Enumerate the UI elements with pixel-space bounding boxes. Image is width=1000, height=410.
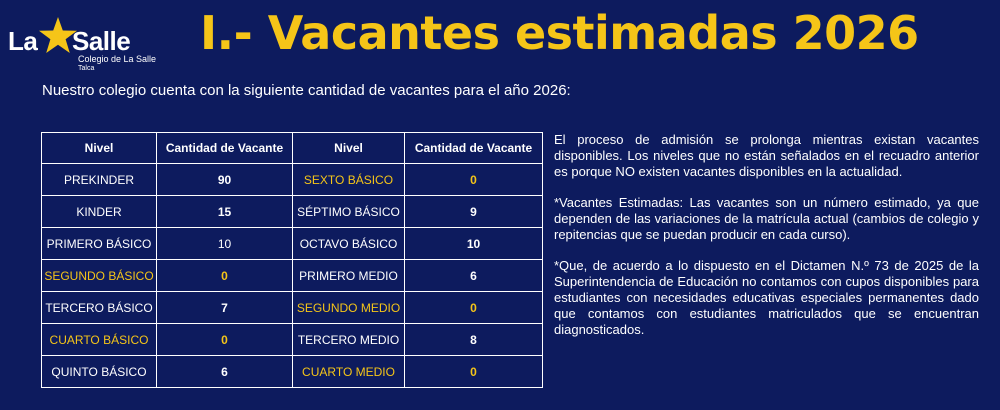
vacantes-cell: 6	[157, 356, 293, 388]
vacantes-cell: 0	[405, 164, 543, 196]
note-estimated-vacancies: *Vacantes Estimadas: Las vacantes son un número estimado, ya que dependen de las variaciones de la matrícula actual (cambios de colegio y repitencias que se puedan producir en cada curso).	[554, 195, 979, 242]
nivel-cell: SEGUNDO MEDIO	[293, 292, 405, 324]
page-title: I.- Vacantes estimadas 2026	[200, 6, 919, 60]
header-nivel: Nivel	[293, 133, 405, 164]
nivel-cell: SÉPTIMO BÁSICO	[293, 196, 405, 228]
nivel-cell: KINDER	[42, 196, 157, 228]
table-row	[42, 260, 543, 292]
vacantes-cell: 9	[405, 196, 543, 228]
vacantes-cell: 8	[405, 324, 543, 356]
nivel-cell: PRIMERO MEDIO	[293, 260, 405, 292]
vacancies-table	[41, 132, 543, 388]
vacantes-cell: 6	[405, 260, 543, 292]
logo-subtitle: Colegio de La Salle	[78, 54, 157, 64]
vacantes-cell: 0	[405, 356, 543, 388]
nivel-cell: CUARTO MEDIO	[293, 356, 405, 388]
logo-text-la: La	[8, 26, 38, 56]
header-cantidad: Cantidad de Vacante	[405, 133, 543, 164]
logo-city: Talca	[78, 65, 95, 72]
table-row	[42, 292, 543, 324]
vacantes-cell: 15	[157, 196, 293, 228]
note-dictamen: *Que, de acuerdo a lo dispuesto en el Dictamen N.º 73 de 2025 de la Superintendencia de Educación no contamos con cupos disponibles para estudiantes con necesidades educativas especiales permanentes dado que contamos con estudiantes matriculados que se encuentran diagnosticados.	[554, 258, 979, 337]
vacantes-cell: 7	[157, 292, 293, 324]
vacantes-cell: 0	[405, 292, 543, 324]
school-logo	[8, 14, 188, 74]
nivel-cell: QUINTO BÁSICO	[42, 356, 157, 388]
header-nivel: Nivel	[42, 133, 157, 164]
nivel-cell: TERCERO BÁSICO	[42, 292, 157, 324]
table-row	[42, 196, 543, 228]
nivel-cell: CUARTO BÁSICO	[42, 324, 157, 356]
table-header-row	[42, 133, 543, 164]
table-row	[42, 356, 543, 388]
intro-text: Nuestro colegio cuenta con la siguiente cantidad de vacantes para el año 2026:	[42, 82, 571, 99]
vacantes-cell: 0	[157, 324, 293, 356]
vacantes-cell: 90	[157, 164, 293, 196]
header-cantidad: Cantidad de Vacante	[157, 133, 293, 164]
table-row	[42, 324, 543, 356]
nivel-cell: SEXTO BÁSICO	[293, 164, 405, 196]
vacantes-cell: 10	[405, 228, 543, 260]
vacantes-cell: 0	[157, 260, 293, 292]
nivel-cell: SEGUNDO BÁSICO	[42, 260, 157, 292]
logo-text-salle: Salle	[72, 26, 131, 56]
table-row	[42, 164, 543, 196]
nivel-cell: PRIMERO BÁSICO	[42, 228, 157, 260]
admission-notes	[554, 132, 979, 353]
nivel-cell: PREKINDER	[42, 164, 157, 196]
table-row	[42, 228, 543, 260]
nivel-cell: OCTAVO BÁSICO	[293, 228, 405, 260]
note-admission-process: El proceso de admisión se prolonga mientras existan vacantes disponibles. Los niveles que no están señalados en el recuadro anterior es porque NO existen vacantes disponibles en la actualidad.	[554, 132, 979, 179]
nivel-cell: TERCERO MEDIO	[293, 324, 405, 356]
vacantes-cell: 10	[157, 228, 293, 260]
